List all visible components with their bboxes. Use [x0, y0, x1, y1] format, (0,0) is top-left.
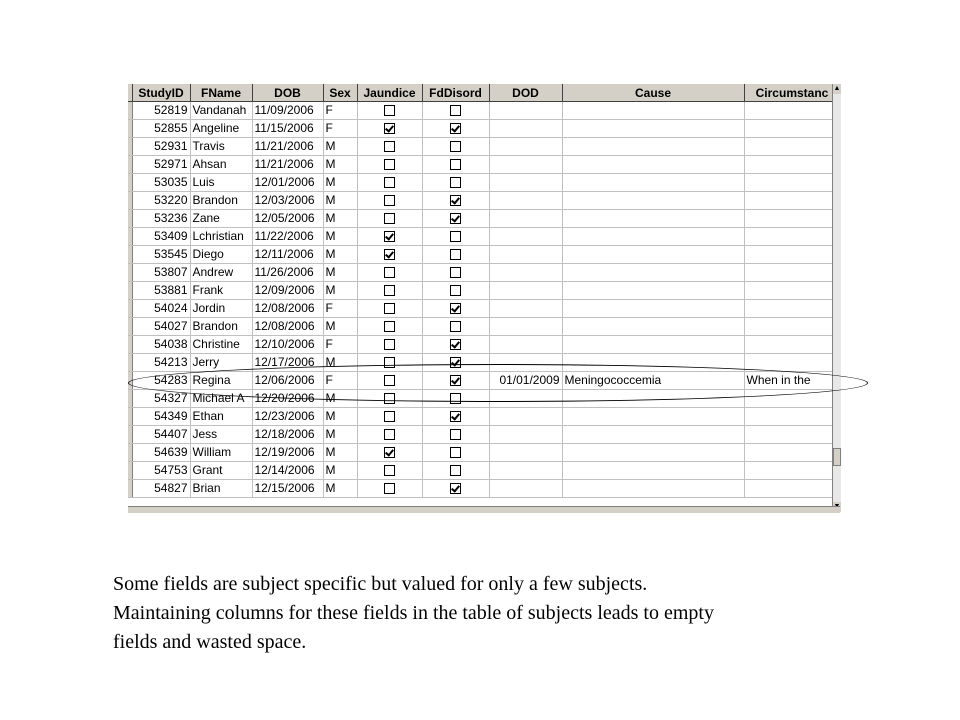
jaundice-cell[interactable]: [357, 192, 422, 210]
circumstance-cell[interactable]: [744, 102, 840, 120]
table-row[interactable]: [128, 156, 840, 174]
table-row[interactable]: [128, 210, 840, 228]
cause-cell[interactable]: [562, 408, 744, 426]
circumstance-cell[interactable]: [744, 444, 840, 462]
fddisord-checkbox[interactable]: [450, 159, 461, 170]
studyid-cell[interactable]: 52819: [132, 102, 190, 120]
studyid-cell[interactable]: 54213: [132, 354, 190, 372]
dob-cell[interactable]: 11/21/2006: [252, 156, 323, 174]
fddisord-cell[interactable]: [422, 318, 489, 336]
cause-cell[interactable]: [562, 156, 744, 174]
fname-cell[interactable]: Angeline: [190, 120, 252, 138]
fddisord-cell[interactable]: [422, 408, 489, 426]
dod-cell[interactable]: [489, 318, 562, 336]
dob-cell[interactable]: 12/09/2006: [252, 282, 323, 300]
sex-cell[interactable]: M: [323, 246, 357, 264]
sex-cell[interactable]: M: [323, 318, 357, 336]
fddisord-checkbox[interactable]: [450, 393, 461, 404]
table-row[interactable]: [128, 282, 840, 300]
cause-cell[interactable]: [562, 246, 744, 264]
fname-cell[interactable]: Travis: [190, 138, 252, 156]
caption-line-2: Maintaining columns for these fields in the table of subjects leads to empty: [113, 602, 714, 624]
jaundice-checkbox[interactable]: [384, 105, 395, 116]
fname-cell[interactable]: Jess: [190, 426, 252, 444]
fname-cell[interactable]: Grant: [190, 462, 252, 480]
column-header-cause[interactable]: Cause: [562, 84, 744, 102]
studyid-cell[interactable]: 54349: [132, 408, 190, 426]
dod-cell[interactable]: [489, 174, 562, 192]
cause-cell[interactable]: [562, 426, 744, 444]
dod-cell[interactable]: [489, 210, 562, 228]
dob-cell[interactable]: 11/21/2006: [252, 138, 323, 156]
dod-cell[interactable]: [489, 264, 562, 282]
jaundice-checkbox[interactable]: [384, 231, 395, 242]
cause-cell[interactable]: [562, 282, 744, 300]
dod-cell[interactable]: [489, 300, 562, 318]
sex-cell[interactable]: M: [323, 156, 357, 174]
circumstance-cell[interactable]: [744, 480, 840, 498]
studyid-cell[interactable]: 54024: [132, 300, 190, 318]
fname-cell[interactable]: Jordin: [190, 300, 252, 318]
jaundice-cell[interactable]: [357, 228, 422, 246]
fddisord-checkbox[interactable]: [450, 195, 461, 206]
sex-cell[interactable]: F: [323, 120, 357, 138]
jaundice-cell[interactable]: [357, 120, 422, 138]
jaundice-cell[interactable]: [357, 462, 422, 480]
sex-cell[interactable]: M: [323, 408, 357, 426]
jaundice-cell[interactable]: [357, 138, 422, 156]
circumstance-cell[interactable]: [744, 282, 840, 300]
cause-cell[interactable]: Meningococcemia: [562, 372, 744, 390]
jaundice-checkbox[interactable]: [384, 177, 395, 188]
fddisord-cell[interactable]: [422, 210, 489, 228]
cause-cell[interactable]: [562, 354, 744, 372]
fddisord-checkbox[interactable]: [450, 177, 461, 188]
studyid-cell[interactable]: 53035: [132, 174, 190, 192]
table-row[interactable]: [128, 480, 840, 498]
jaundice-checkbox[interactable]: [384, 447, 395, 458]
table-row[interactable]: [128, 228, 840, 246]
sex-cell[interactable]: M: [323, 264, 357, 282]
cause-cell[interactable]: [562, 210, 744, 228]
circumstance-cell[interactable]: When in the: [744, 372, 840, 390]
fddisord-checkbox[interactable]: [450, 267, 461, 278]
sex-cell[interactable]: M: [323, 462, 357, 480]
circumstance-cell[interactable]: [744, 318, 840, 336]
table-row[interactable]: [128, 444, 840, 462]
cause-cell[interactable]: [562, 264, 744, 282]
circumstance-cell[interactable]: [744, 210, 840, 228]
studyid-cell[interactable]: 52931: [132, 138, 190, 156]
sex-cell[interactable]: M: [323, 210, 357, 228]
dod-cell[interactable]: [489, 444, 562, 462]
cause-cell[interactable]: [562, 318, 744, 336]
dod-cell[interactable]: [489, 282, 562, 300]
table-row[interactable]: [128, 408, 840, 426]
jaundice-cell[interactable]: [357, 318, 422, 336]
sex-cell[interactable]: F: [323, 336, 357, 354]
table-row[interactable]: [128, 120, 840, 138]
fddisord-checkbox[interactable]: [450, 483, 461, 494]
jaundice-cell[interactable]: [357, 336, 422, 354]
fddisord-checkbox[interactable]: [450, 231, 461, 242]
fddisord-cell[interactable]: [422, 444, 489, 462]
vertical-scrollbar[interactable]: [832, 84, 841, 512]
table-row[interactable]: [128, 138, 840, 156]
fname-cell[interactable]: Jerry: [190, 354, 252, 372]
fddisord-checkbox[interactable]: [450, 285, 461, 296]
table-row[interactable]: [128, 318, 840, 336]
fddisord-checkbox[interactable]: [450, 375, 461, 386]
jaundice-checkbox[interactable]: [384, 375, 395, 386]
circumstance-cell[interactable]: [744, 156, 840, 174]
column-header-circumstance[interactable]: Circumstanc: [744, 84, 840, 102]
studyid-cell[interactable]: 54327: [132, 390, 190, 408]
cause-cell[interactable]: [562, 390, 744, 408]
table-row[interactable]: [128, 462, 840, 480]
jaundice-cell[interactable]: [357, 102, 422, 120]
fname-cell[interactable]: Luis: [190, 174, 252, 192]
sex-cell[interactable]: M: [323, 444, 357, 462]
cause-cell[interactable]: [562, 300, 744, 318]
fddisord-cell[interactable]: [422, 282, 489, 300]
cause-cell[interactable]: [562, 120, 744, 138]
fddisord-cell[interactable]: [422, 480, 489, 498]
table-row[interactable]: [128, 174, 840, 192]
jaundice-cell[interactable]: [357, 300, 422, 318]
jaundice-cell[interactable]: [357, 390, 422, 408]
dob-cell[interactable]: 11/15/2006: [252, 120, 323, 138]
cause-cell[interactable]: [562, 228, 744, 246]
fddisord-cell[interactable]: [422, 246, 489, 264]
jaundice-checkbox[interactable]: [384, 321, 395, 332]
jaundice-cell[interactable]: [357, 264, 422, 282]
fname-cell[interactable]: Lchristian: [190, 228, 252, 246]
table-row[interactable]: [128, 372, 840, 390]
jaundice-cell[interactable]: [357, 408, 422, 426]
studyid-cell[interactable]: 53220: [132, 192, 190, 210]
jaundice-checkbox[interactable]: [384, 303, 395, 314]
fname-cell[interactable]: Ahsan: [190, 156, 252, 174]
sex-cell[interactable]: M: [323, 174, 357, 192]
fddisord-checkbox[interactable]: [450, 321, 461, 332]
dob-cell[interactable]: 12/17/2006: [252, 354, 323, 372]
fddisord-cell[interactable]: [422, 264, 489, 282]
dob-cell[interactable]: 12/15/2006: [252, 480, 323, 498]
fddisord-checkbox[interactable]: [450, 339, 461, 350]
jaundice-cell[interactable]: [357, 174, 422, 192]
caption: [113, 570, 853, 657]
studyid-cell[interactable]: 53409: [132, 228, 190, 246]
fddisord-checkbox[interactable]: [450, 465, 461, 476]
jaundice-checkbox[interactable]: [384, 429, 395, 440]
fname-cell[interactable]: Andrew: [190, 264, 252, 282]
dob-cell[interactable]: 12/19/2006: [252, 444, 323, 462]
table-row[interactable]: [128, 192, 840, 210]
dod-cell[interactable]: [489, 336, 562, 354]
studyid-cell[interactable]: 52971: [132, 156, 190, 174]
jaundice-checkbox[interactable]: [384, 213, 395, 224]
fname-cell[interactable]: Vandanah: [190, 102, 252, 120]
jaundice-checkbox[interactable]: [384, 141, 395, 152]
fname-cell[interactable]: Brandon: [190, 318, 252, 336]
dod-cell[interactable]: [489, 354, 562, 372]
fddisord-checkbox[interactable]: [450, 249, 461, 260]
jaundice-cell[interactable]: [357, 210, 422, 228]
fddisord-checkbox[interactable]: [450, 123, 461, 134]
dob-cell[interactable]: 12/01/2006: [252, 174, 323, 192]
dod-cell[interactable]: [489, 462, 562, 480]
jaundice-checkbox[interactable]: [384, 267, 395, 278]
fddisord-checkbox[interactable]: [450, 303, 461, 314]
studyid-cell[interactable]: 54283: [132, 372, 190, 390]
table-row[interactable]: [128, 426, 840, 444]
fname-cell[interactable]: Michael A: [190, 390, 252, 408]
fname-cell[interactable]: Zane: [190, 210, 252, 228]
dod-cell[interactable]: [489, 156, 562, 174]
circumstance-cell[interactable]: [744, 228, 840, 246]
studyid-cell[interactable]: 52855: [132, 120, 190, 138]
fname-cell[interactable]: William: [190, 444, 252, 462]
studyid-cell[interactable]: 53881: [132, 282, 190, 300]
fddisord-cell[interactable]: [422, 192, 489, 210]
sex-cell[interactable]: M: [323, 390, 357, 408]
column-header-studyid[interactable]: StudyID: [132, 84, 190, 102]
datasheet-view: [128, 84, 840, 512]
column-header-sex[interactable]: Sex: [323, 84, 357, 102]
circumstance-cell[interactable]: [744, 354, 840, 372]
fddisord-checkbox[interactable]: [450, 429, 461, 440]
table-row[interactable]: [128, 300, 840, 318]
circumstance-cell[interactable]: [744, 246, 840, 264]
dob-cell[interactable]: 12/05/2006: [252, 210, 323, 228]
jaundice-cell[interactable]: [357, 246, 422, 264]
dob-cell[interactable]: 12/18/2006: [252, 426, 323, 444]
jaundice-cell[interactable]: [357, 354, 422, 372]
sex-cell[interactable]: M: [323, 480, 357, 498]
jaundice-cell[interactable]: [357, 426, 422, 444]
dob-cell[interactable]: 12/11/2006: [252, 246, 323, 264]
dod-cell[interactable]: [489, 408, 562, 426]
studyid-cell[interactable]: 54827: [132, 480, 190, 498]
column-header-dod[interactable]: DOD: [489, 84, 562, 102]
circumstance-cell[interactable]: [744, 390, 840, 408]
cause-cell[interactable]: [562, 102, 744, 120]
jaundice-checkbox[interactable]: [384, 159, 395, 170]
fddisord-cell[interactable]: [422, 174, 489, 192]
studyid-cell[interactable]: 54639: [132, 444, 190, 462]
circumstance-cell[interactable]: [744, 138, 840, 156]
circumstance-cell[interactable]: [744, 462, 840, 480]
subjects-table: [128, 84, 840, 498]
dob-cell[interactable]: 11/22/2006: [252, 228, 323, 246]
fname-cell[interactable]: Ethan: [190, 408, 252, 426]
dod-cell[interactable]: [489, 246, 562, 264]
fddisord-cell[interactable]: [422, 390, 489, 408]
fddisord-cell[interactable]: [422, 300, 489, 318]
circumstance-cell[interactable]: [744, 300, 840, 318]
table-row[interactable]: [128, 246, 840, 264]
fddisord-checkbox[interactable]: [450, 357, 461, 368]
fddisord-cell[interactable]: [422, 354, 489, 372]
jaundice-cell[interactable]: [357, 372, 422, 390]
scroll-thumb[interactable]: [833, 448, 841, 466]
sex-cell[interactable]: M: [323, 138, 357, 156]
dod-cell[interactable]: [489, 228, 562, 246]
fname-cell[interactable]: Brandon: [190, 192, 252, 210]
table-row[interactable]: [128, 354, 840, 372]
dod-cell[interactable]: [489, 120, 562, 138]
table-row[interactable]: [128, 390, 840, 408]
sex-cell[interactable]: F: [323, 300, 357, 318]
caption-line-3: fields and wasted space.: [113, 631, 307, 653]
dob-cell[interactable]: 12/10/2006: [252, 336, 323, 354]
table-row[interactable]: [128, 264, 840, 282]
studyid-cell[interactable]: 54753: [132, 462, 190, 480]
dob-cell[interactable]: 12/14/2006: [252, 462, 323, 480]
dod-cell[interactable]: [489, 192, 562, 210]
horizontal-scrollbar[interactable]: [128, 506, 840, 513]
fname-cell[interactable]: Frank: [190, 282, 252, 300]
circumstance-cell[interactable]: [744, 264, 840, 282]
circumstance-cell[interactable]: [744, 408, 840, 426]
jaundice-checkbox[interactable]: [384, 285, 395, 296]
circumstance-cell[interactable]: [744, 120, 840, 138]
studyid-cell[interactable]: 53545: [132, 246, 190, 264]
dod-cell[interactable]: [489, 138, 562, 156]
sex-cell[interactable]: M: [323, 426, 357, 444]
jaundice-checkbox[interactable]: [384, 195, 395, 206]
fddisord-cell[interactable]: [422, 102, 489, 120]
jaundice-checkbox[interactable]: [384, 411, 395, 422]
cause-cell[interactable]: [562, 462, 744, 480]
sex-cell[interactable]: M: [323, 354, 357, 372]
column-header-fddisord[interactable]: FdDisord: [422, 84, 489, 102]
fname-cell[interactable]: Christine: [190, 336, 252, 354]
dob-cell[interactable]: 12/03/2006: [252, 192, 323, 210]
dob-cell[interactable]: 12/08/2006: [252, 300, 323, 318]
dob-cell[interactable]: 12/23/2006: [252, 408, 323, 426]
studyid-cell[interactable]: 54407: [132, 426, 190, 444]
fddisord-cell[interactable]: [422, 228, 489, 246]
column-header-jaundice[interactable]: Jaundice: [357, 84, 422, 102]
circumstance-cell[interactable]: [744, 426, 840, 444]
jaundice-cell[interactable]: [357, 156, 422, 174]
circumstance-cell[interactable]: [744, 336, 840, 354]
column-header-fname[interactable]: FName: [190, 84, 252, 102]
cause-cell[interactable]: [562, 192, 744, 210]
caption-line-1: Some fields are subject specific but valued for only a few subjects.: [113, 573, 648, 595]
cause-cell[interactable]: [562, 336, 744, 354]
header-row: [128, 84, 840, 102]
fddisord-cell[interactable]: [422, 372, 489, 390]
dod-cell[interactable]: 01/01/2009: [489, 372, 562, 390]
jaundice-checkbox[interactable]: [384, 357, 395, 368]
column-header-dob[interactable]: DOB: [252, 84, 323, 102]
table-body: [128, 102, 840, 498]
sex-cell[interactable]: M: [323, 192, 357, 210]
jaundice-cell[interactable]: [357, 480, 422, 498]
dod-cell[interactable]: [489, 426, 562, 444]
fddisord-checkbox[interactable]: [450, 447, 461, 458]
dob-cell[interactable]: 11/09/2006: [252, 102, 323, 120]
sex-cell[interactable]: M: [323, 228, 357, 246]
fddisord-cell[interactable]: [422, 156, 489, 174]
jaundice-checkbox[interactable]: [384, 123, 395, 134]
dod-cell[interactable]: [489, 390, 562, 408]
dod-cell[interactable]: [489, 102, 562, 120]
studyid-cell[interactable]: 54027: [132, 318, 190, 336]
table-row[interactable]: [128, 102, 840, 120]
jaundice-checkbox[interactable]: [384, 249, 395, 260]
cause-cell[interactable]: [562, 174, 744, 192]
cause-cell[interactable]: [562, 138, 744, 156]
dob-cell[interactable]: 12/06/2006: [252, 372, 323, 390]
circumstance-cell[interactable]: [744, 192, 840, 210]
jaundice-checkbox[interactable]: [384, 339, 395, 350]
sex-cell[interactable]: F: [323, 102, 357, 120]
circumstance-cell[interactable]: [744, 174, 840, 192]
fddisord-cell[interactable]: [422, 426, 489, 444]
studyid-cell[interactable]: 54038: [132, 336, 190, 354]
fddisord-cell[interactable]: [422, 336, 489, 354]
scroll-up-arrow-icon[interactable]: ▲: [833, 85, 841, 92]
dob-cell[interactable]: 11/26/2006: [252, 264, 323, 282]
cause-cell[interactable]: [562, 444, 744, 462]
table-row[interactable]: [128, 336, 840, 354]
fddisord-checkbox[interactable]: [450, 213, 461, 224]
jaundice-checkbox[interactable]: [384, 393, 395, 404]
cause-cell[interactable]: [562, 480, 744, 498]
jaundice-cell[interactable]: [357, 282, 422, 300]
fname-cell[interactable]: Regina: [190, 372, 252, 390]
studyid-cell[interactable]: 53236: [132, 210, 190, 228]
dob-cell[interactable]: 12/08/2006: [252, 318, 323, 336]
fname-cell[interactable]: Diego: [190, 246, 252, 264]
dob-cell[interactable]: 12/20/2006: [252, 390, 323, 408]
jaundice-checkbox[interactable]: [384, 465, 395, 476]
studyid-cell[interactable]: 53807: [132, 264, 190, 282]
jaundice-cell[interactable]: [357, 444, 422, 462]
fddisord-cell[interactable]: [422, 462, 489, 480]
fddisord-cell[interactable]: [422, 120, 489, 138]
jaundice-checkbox[interactable]: [384, 483, 395, 494]
fddisord-checkbox[interactable]: [450, 411, 461, 422]
fname-cell[interactable]: Brian: [190, 480, 252, 498]
fddisord-cell[interactable]: [422, 138, 489, 156]
sex-cell[interactable]: M: [323, 282, 357, 300]
sex-cell[interactable]: F: [323, 372, 357, 390]
dod-cell[interactable]: [489, 480, 562, 498]
fddisord-checkbox[interactable]: [450, 105, 461, 116]
fddisord-checkbox[interactable]: [450, 141, 461, 152]
